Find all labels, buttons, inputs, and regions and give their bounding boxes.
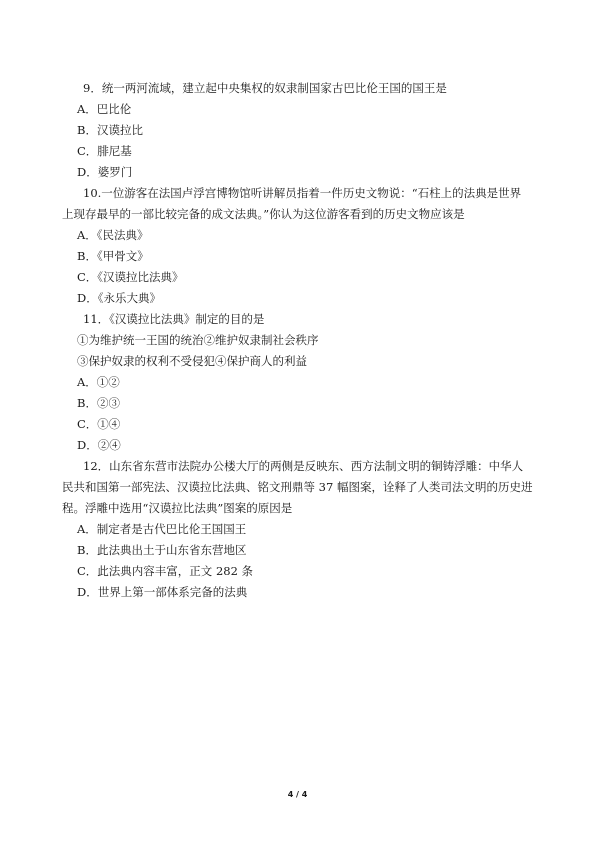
- question-list: [62, 78, 540, 603]
- question-12-option-b: B．此法典出土于山东省东营地区: [77, 543, 247, 557]
- question-12: [62, 456, 540, 603]
- question-10-option-c: C．《汉谟拉比法典》: [77, 270, 184, 284]
- question-12-option-d: D．世界上第一部体系完备的法典: [77, 585, 248, 599]
- question-9: [62, 78, 540, 183]
- question-9-stem: 9．统一两河流域，建立起中央集权的奴隶制国家古巴比伦王国的国王是: [83, 81, 447, 95]
- question-12-option-a: A．制定者是古代巴比伦王国国王: [77, 522, 247, 536]
- question-11: [62, 309, 540, 456]
- question-11-option-c: C．①④: [77, 417, 121, 431]
- question-10: [62, 183, 540, 309]
- question-12-stem-line-3: 程。浮雕中选用“汉谟拉比法典”图案的原因是: [62, 501, 293, 515]
- question-11-stem: 11．《汉谟拉比法典》制定的目的是: [83, 312, 265, 326]
- question-9-option-d: D．婆罗门: [77, 165, 133, 179]
- question-11-option-b: B．②③: [77, 396, 120, 410]
- question-9-option-c: C．腓尼基: [77, 144, 132, 158]
- question-12-stem-line-1: 12．山东省东营市法院办公楼大厅的两侧是反映东、西方法制文明的铜铸浮雕：中华人: [83, 459, 524, 473]
- question-11-statement-2: ③保护奴隶的权利不受侵犯④保护商人的利益: [77, 354, 307, 368]
- question-11-option-a: A．①②: [77, 375, 120, 389]
- page-number: 4 / 4: [287, 790, 308, 799]
- question-10-option-a: A．《民法典》: [77, 228, 149, 242]
- question-9-option-a: A．巴比伦: [77, 102, 132, 116]
- question-10-option-d: D．《永乐大典》: [77, 291, 161, 305]
- question-9-option-b: B．汉谟拉比: [77, 123, 143, 137]
- question-10-option-b: B．《甲骨文》: [77, 249, 149, 263]
- question-11-statement-1: ①为维护统一王国的统治②维护奴隶制社会秩序: [77, 333, 319, 347]
- question-11-option-d: D．②④: [77, 438, 121, 452]
- question-12-stem-line-2: 民共和国第一部宪法、汉谟拉比法典、铭文刑鼎等 37 幅图案，诠释了人类司法文明的历史进: [62, 480, 533, 494]
- question-10-stem-line-2: 上现存最早的一部比较完备的成文法典。”你认为这位游客看到的历史文物应该是: [62, 207, 465, 221]
- question-12-option-c: C．此法典内容丰富，正文 282 条: [77, 564, 254, 578]
- question-10-stem-line-1: 10.一位游客在法国卢浮宫博物馆听讲解员指着一件历史文物说：“石柱上的法典是世界: [83, 186, 522, 200]
